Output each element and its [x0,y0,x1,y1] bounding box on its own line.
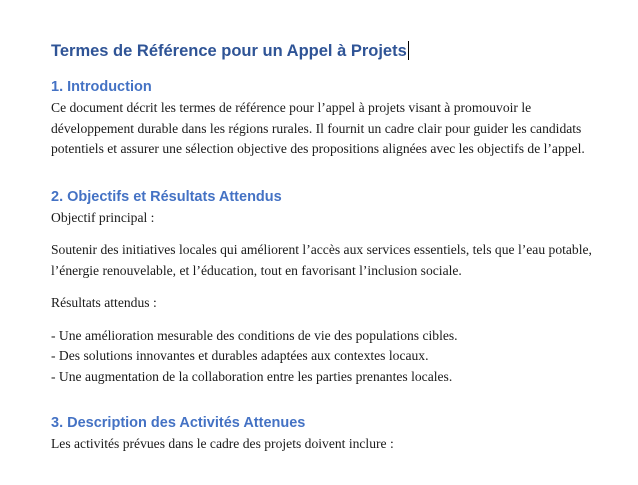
text-cursor [408,41,409,60]
section-heading-introduction: 1. Introduction [51,79,152,95]
list-item: - Des solutions innovantes et durables adaptées aux contextes locaux. [51,348,429,363]
activities-intro: Les activités prévues dans le cadre des projets doivent inclure : [51,436,394,451]
spacer [51,314,611,326]
spacer [51,281,611,293]
main-objective-label: Objectif principal : [51,209,155,225]
main-objective-paragraph: Soutenir des initiatives locales qui améliorent l’accès aux services essentiels, tels que l’eau potable, l’énergie renouvelable, et l’éducation, tout en favorisant l’inclusion sociale. [51,242,592,278]
document-title-text: Termes de Référence pour un Appel à Projets [51,42,407,60]
section-heading-objectives: 2. Objectifs et Résultats Attendus [51,188,282,205]
expected-results-list [51,326,611,388]
document-title[interactable] [51,40,611,62]
spacer [51,160,611,188]
introduction-paragraph: Ce document décrit les termes de référence pour l’appel à projets visant à promouvoir le développement durable dans les régions rurales. Il fournit un cadre clair pour guider les candidats potentiels et assurer une sélection objective des propositions alignées avec les objectifs de l’appel. [51,100,585,156]
list-item: - Une augmentation de la collaboration entre les parties prenantes locales. [51,368,453,384]
section-heading-activities: 3. Description des Activités Attenues [51,415,306,431]
spacer [51,228,611,240]
expected-results-label: Résultats attendus : [51,295,157,310]
document-body[interactable] [51,40,611,455]
spacer [51,387,611,414]
list-item: - Une amélioration mesurable des conditions de vie des populations cibles. [51,327,458,343]
